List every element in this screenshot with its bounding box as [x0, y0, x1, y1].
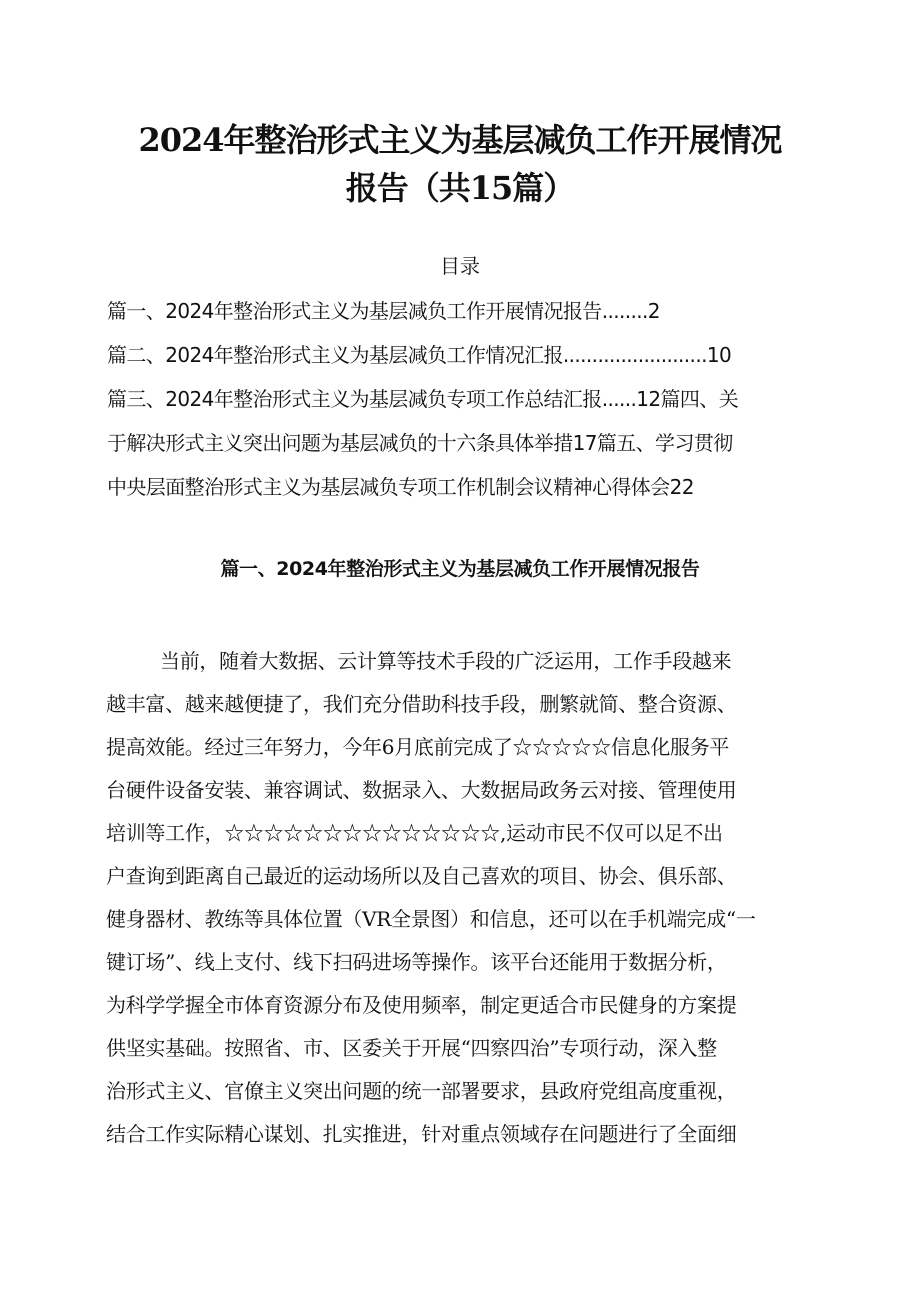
body-text-line: 治形式主义、官僚主义突出问题的统一部署要求，县政府党组高度重视，	[106, 1079, 737, 1103]
body-text-line: 为科学学握全市体育资源分布及使用频率，制定更适合市民健身的方案提	[106, 993, 737, 1017]
body-text-line: 台硬件设备安装、兼容调试、数据录入、大数据局政务云对接、管理使用	[106, 778, 737, 802]
toc-entry[interactable]: 中央层面整治形式主义为基层减负专项工作机制会议精神心得体会22	[107, 475, 694, 499]
document-title-line-1: 2024年整治形式主义为基层减负工作开展情况	[138, 121, 782, 159]
toc-entry[interactable]: 篇一、2024年整治形式主义为基层减负工作开展情况报告........2	[107, 299, 660, 323]
document-title-line-2: 报告（共15篇）	[345, 169, 575, 207]
toc-entry[interactable]: 篇二、2024年整治形式主义为基层减负工作情况汇报.........................10	[107, 343, 732, 367]
body-text-line: 供坚实基础。按照省、市、区委关于开展“四察四治”专项行动，深入整	[106, 1036, 717, 1060]
toc-entry[interactable]: 篇三、2024年整治形式主义为基层减负专项工作总结汇报......12篇四、关	[107, 387, 739, 411]
body-text-line: 提高效能。经过三年努力，今年6月底前完成了☆☆☆☆☆信息化服务平	[106, 735, 730, 759]
toc-entry[interactable]: 于解决形式主义突出问题为基层减负的十六条具体举措17篇五、学习贯彻	[107, 431, 733, 455]
body-text-line: 结合工作实际精心谋划、扎实推进，针对重点领域存在问题进行了全面细	[106, 1122, 737, 1146]
section-heading: 篇一、2024年整治形式主义为基层减负工作开展情况报告	[220, 558, 700, 580]
toc-heading: 目录	[440, 254, 480, 278]
body-text-line: 健身器材、教练等具体位置（VR全景图）和信息，还可以在手机端完成“一	[106, 907, 756, 931]
body-text-line: 键订场”、线上支付、线下扫码进场等操作。该平台还能用于数据分析，	[106, 950, 727, 974]
body-text-line: 户查询到距离自己最近的运动场所以及自己喜欢的项目、协会、俱乐部、	[106, 864, 737, 888]
body-text-line: 培训等工作，☆☆☆☆☆☆☆☆☆☆☆☆☆☆,运动市民不仅可以足不出	[106, 821, 723, 845]
body-text-line: 当前，随着大数据、云计算等技术手段的广泛运用，工作手段越来	[160, 649, 732, 673]
body-text-line: 越丰富、越来越便捷了，我们充分借助科技手段，删繁就简、整合资源、	[106, 692, 737, 716]
